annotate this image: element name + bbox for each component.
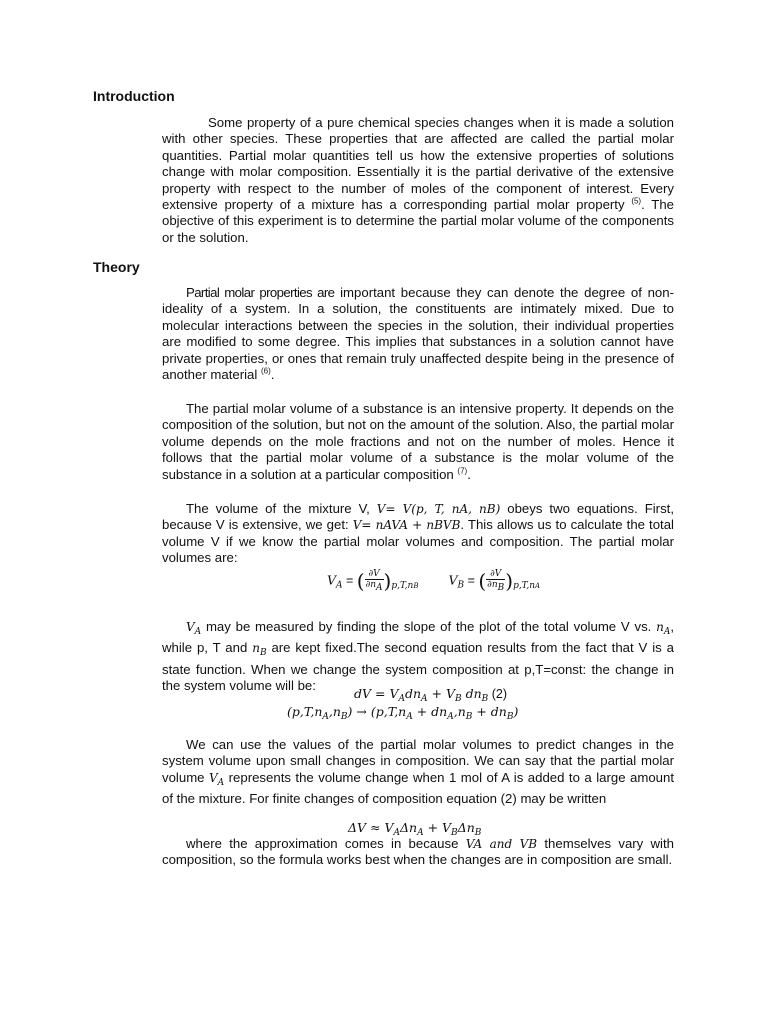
theory-p5-text: We can use the values of the partial molar volumes to predict changes in the system volume upon small changes in composition. We can say that the partial molar volume — [162, 737, 674, 785]
theory-paragraph-2 — [162, 401, 674, 483]
theory-p1-lead: Partial molar properties are — [186, 285, 335, 300]
theory-paragraph-3 — [162, 501, 674, 567]
derivative-a-constraints: p,T,nB — [391, 580, 419, 591]
theory-p4-text-3: are kept fixed.The second equation results from the fact that V is a state function. When we change the system composition at p,T=const: the change in the system volume will be: — [162, 640, 674, 694]
equals-sign-2: = — [464, 573, 479, 588]
theory-p6-text-2: themselves vary with composition, so the formula works best when the changes are in composition are small. — [162, 836, 674, 868]
va-inline: V — [186, 620, 195, 634]
extensive-volume-formula: V= nAVA + nBVB — [352, 518, 461, 533]
theory-p2-text: The partial molar volume of a substance is an intensive property. It depends on the composition of the solution, but not on the amount of the solution. Also, the partial molar volume depends on the mole fractions and not on the number of moles. Hence it follows that the partial molar volume of a substance is the molar volume of the substance in a solution at a particular composition — [162, 401, 674, 482]
partial-molar-volume-equations: $V_A$ = ( $\frac{\partial V}{\partial nA}$ )$_{p,T,nB}$ $V_B$ = ( $\frac{\partial V}{\partial nB}$ )$_{p,T,nA}$ — [327, 569, 541, 593]
citation-5: (5) — [631, 196, 642, 206]
derivative-a-numerator: ∂V — [365, 569, 384, 580]
introduction-heading: Introduction — [93, 88, 175, 104]
theory-p1-end: . — [270, 367, 275, 383]
vb-symbol: V — [448, 572, 458, 588]
theory-p3-text-3: . This allows us to calculate the total volume V if we know the partial molar volumes and composition. The partial molar volumes are: — [162, 517, 674, 566]
derivative-b — [486, 569, 505, 593]
derivative-a-denominator: ∂nA — [365, 580, 383, 593]
vb-subscript: B — [457, 580, 465, 591]
va-symbol: V — [327, 572, 337, 588]
derivative-a — [365, 569, 384, 593]
intro-text-end: . The objective of this experiment is to determine the partial molar volume of the components or the solution. — [162, 197, 674, 245]
theory-p5-text-2: represents the volume change when 1 mol of A is added to a large amount of the mixture. For finite changes of composition equation (2) may be written — [162, 769, 674, 807]
differential-volume-equation: dV = $V_Adn_A + V_B$ $dn_B$ (2) — [354, 686, 508, 704]
composition-change-path: $(p,T,n_A,n_B) \to (p,T,n_A + dn_A,n_B + dn_B)$ — [287, 704, 519, 722]
derivative-b-denominator: ∂nB — [487, 580, 505, 593]
theory-p4-text-2: while p, T and — [162, 640, 253, 656]
theory-paragraph-4: $V_A$ may be measured by finding the slope of the plot of the total volume V vs. $n_A$, while p, T and $n_B$ are kept fixed.The second equation results from the fact that V is a state function. When we change the system composition at p,T=const: the change in the system volume will be: — [162, 619, 674, 694]
equation-label-2: (2) — [488, 687, 508, 701]
theory-p1-text: important because they can denote the degree of non-ideality of a system. In a solution, the constituents are intimately mixed. Due to molecular interactions between the species in the solution, their individual properties are modified to some degree. This implies that substances in a solution cannot have private properties, or ones that remain truly unaffected despite being in the presence of another material — [162, 285, 674, 383]
derivative-b-constraints: p,T,nA — [513, 580, 541, 591]
derivative-b-numerator: ∂V — [486, 569, 505, 580]
theory-paragraph-5: We can use the values of the partial molar volumes to predict changes in the system volume upon small changes in composition. We can say that the partial molar volume $V_A$ represents the volume change when 1 mol of A is added to a large amount of the mixture. For finite changes of composition equation (2) may be written — [162, 737, 674, 807]
theory-heading: Theory — [93, 259, 140, 275]
citation-7: (7) — [457, 466, 468, 476]
theory-p3-text: The volume of the mixture V, — [186, 501, 377, 516]
citation-6: (6) — [260, 366, 271, 376]
volume-function: V= V(p, T, nA, nB) — [376, 502, 501, 516]
finite-change-equation: $\Delta V \approx V_A\Delta n_A + V_B\Delta n_B$ — [348, 820, 482, 838]
va-subscript: A — [336, 580, 343, 591]
theory-p6-text: where the approximation comes in because — [186, 836, 466, 851]
va-vb-inline: VA and VB — [465, 837, 538, 851]
equals-sign: = — [342, 573, 357, 588]
intro-text: Some property of a pure chemical species changes when it is made a solution with other species. These properties that are affected are called the partial molar quantities. Partial molar quantities tell us how the extensive properties of solutions change with molar composition. Essentially it is the partial derivative of the extensive property with respect to the number of moles of the component of interest. Every extensive property of a mixture has a corresponding partial molar property — [162, 115, 674, 213]
theory-paragraph-1 — [162, 285, 674, 383]
theory-paragraph-6 — [162, 836, 674, 869]
introduction-paragraph — [162, 115, 674, 246]
theory-p3-text-2: obeys two equations. First, because V is extensive, we get: — [162, 501, 674, 533]
theory-p2-end: . — [467, 466, 471, 482]
theory-p4-text: may be measured by finding the slope of the plot of the total volume V vs. — [201, 619, 657, 634]
